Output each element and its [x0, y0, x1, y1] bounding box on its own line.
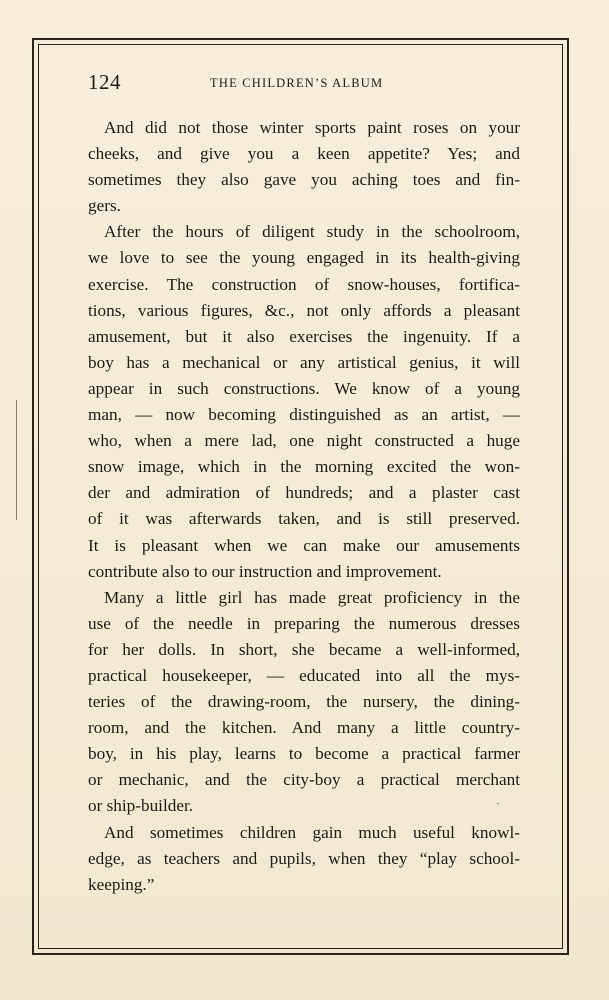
text-line: or mechanic, and the city-boy a practical merchant: [88, 770, 520, 790]
text-line: gers.: [88, 196, 121, 216]
print-speck: [497, 803, 499, 804]
text-line: tions, various figures, &c., not only affords a pleasant: [88, 300, 520, 320]
text-line: After the hours of diligent study in the schoolroom,: [104, 222, 520, 242]
page-header: [88, 70, 520, 100]
text-line: Many a little girl has made great proficiency in the: [104, 587, 520, 607]
text-line: who, when a mere lad, one night constructed a huge: [88, 431, 520, 451]
text-line: or ship-builder.: [88, 796, 194, 816]
text-line: we love to see the young engaged in its health-giving: [88, 248, 520, 268]
body-text: [88, 115, 520, 898]
text-line: use of the needle in preparing the numerous dresses: [88, 613, 520, 633]
text-line: sometimes they also gave you aching toes and fin-: [88, 170, 520, 190]
text-line: contribute also to our instruction and improvement.: [88, 561, 442, 581]
text-line: of it was afterwards taken, and is still preserved.: [88, 509, 520, 529]
text-line: boy has a mechanical or any artistical genius, it will: [88, 352, 520, 372]
text-line: for her dolls. In short, she became a well-informed,: [88, 639, 520, 659]
text-line: exercise. The construction of snow-houses, fortifica-: [88, 274, 520, 294]
text-line: And did not those winter sports paint roses on your: [104, 118, 520, 137]
running-title: THE CHILDREN’S ALBUM: [210, 76, 384, 90]
text-line: snow image, which in the morning excited the won-: [88, 457, 520, 477]
margin-mark: [16, 400, 17, 520]
text-line: teries of the drawing-room, the nursery, the dining-: [88, 692, 520, 712]
text-line: der and admiration of hundreds; and a plaster cast: [88, 483, 520, 503]
text-line: keeping.”: [88, 874, 155, 894]
text-line: boy, in his play, learns to become a practical farmer: [88, 744, 520, 764]
text-line: cheeks, and give you a keen appetite? Yes; and: [88, 144, 520, 164]
text-line: man, — now becoming distinguished as an artist, —: [88, 405, 520, 425]
text-line: appear in such constructions. We know of a young: [88, 378, 520, 398]
page-number: 124: [88, 70, 121, 94]
text-line: amusement, but it also exercises the ingenuity. If a: [88, 326, 520, 346]
text-line: edge, as teachers and pupils, when they “play school-: [88, 848, 520, 868]
text-line: And sometimes children gain much useful knowl-: [104, 822, 520, 842]
text-line: It is pleasant when we can make our amusements: [88, 535, 520, 555]
text-line: practical housekeeper, — educated into all the mys-: [88, 665, 520, 685]
text-line: room, and the kitchen. And many a little country-: [88, 718, 520, 738]
